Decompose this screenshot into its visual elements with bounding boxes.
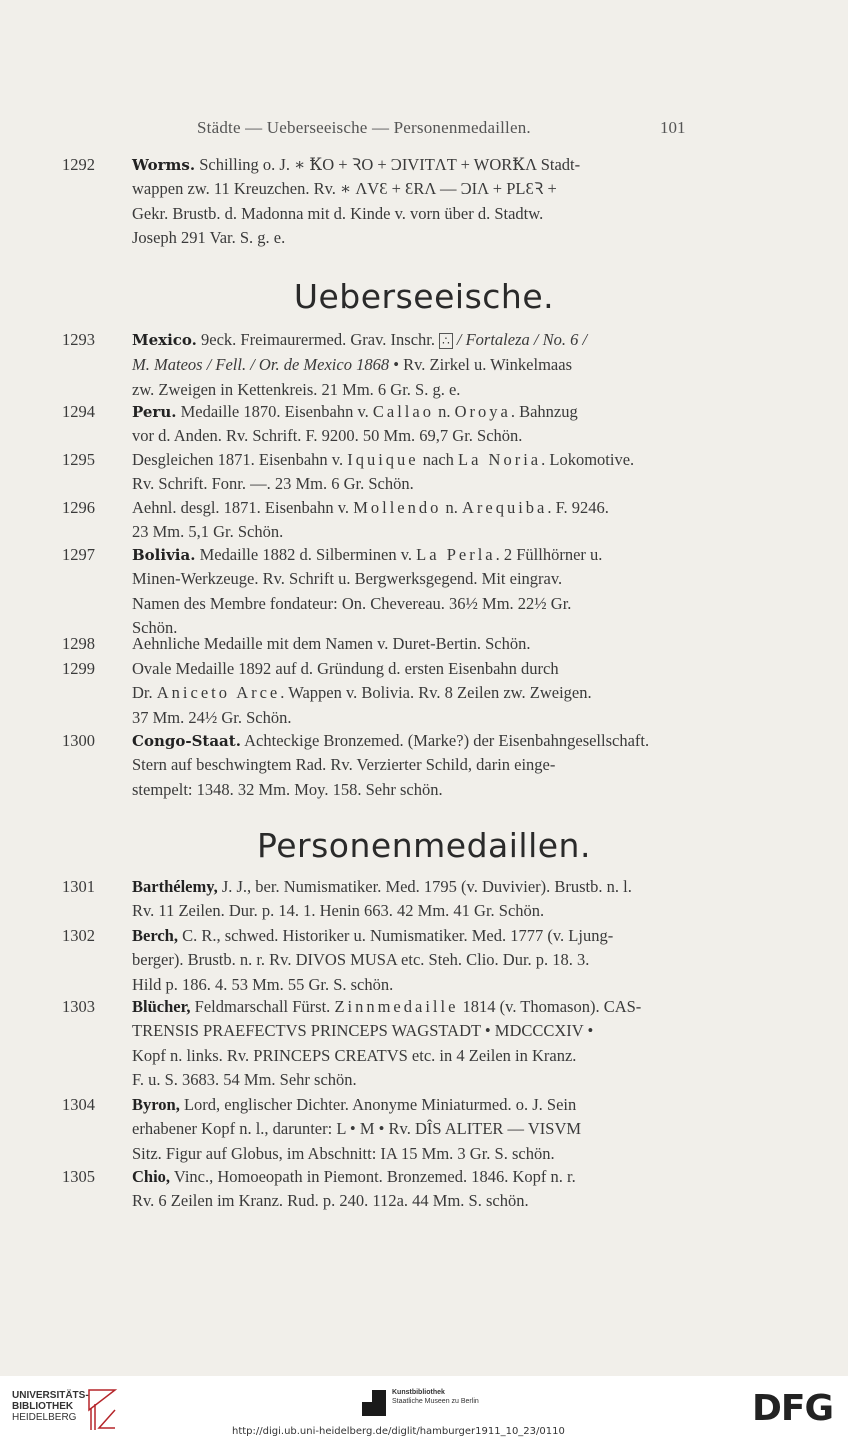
entry-text: 37 Mm. 24½ Gr. Schön. — [132, 707, 292, 727]
place-name: La Noria — [458, 450, 542, 469]
entry-text: 23 Mm. 5,1 Gr. Schön. — [132, 522, 284, 542]
entry-number: 1303 — [62, 997, 95, 1016]
entry-text: Rv. 11 Zeilen. Dur. p. 14. 1. Henin 663. 42 Mm. 41 Gr. Schön. — [132, 901, 545, 921]
catalog-entry — [62, 496, 702, 545]
entry-number: 1298 — [62, 634, 95, 653]
entry-name: Barthélemy, — [132, 877, 218, 896]
entry-text: erhabener Kopf n. l., darunter: L • M • Rv. DÎS ALITER — VISVM — [132, 1119, 582, 1139]
ub-line: UNIVERSITÄTS- — [12, 1390, 89, 1401]
kb-line: Kunstbibliothek — [392, 1389, 445, 1396]
entry-text: n. — [433, 402, 455, 421]
catalog-entry — [62, 328, 702, 402]
entry-text: Vinc., Homoeopath in Piemont. Bronzemed. 1846. Kopf n. r. — [170, 1167, 576, 1186]
catalog-entry — [62, 657, 702, 730]
entry-text: Ovale Medaille 1892 auf d. Gründung d. ersten Eisenbahn durch — [132, 659, 559, 678]
entry-text: Namen des Membre fondateur: On. Chevereau. 36½ Mm. 22½ Gr. — [132, 593, 572, 613]
running-head-title: Städte — Ueberseeische — Personenmedaillen. — [197, 118, 531, 137]
entry-text: 9eck. Freimaurermed. Grav. Inschr. — [196, 330, 440, 349]
running-head — [0, 118, 848, 140]
permalink-url[interactable]: http://digi.ub.uni-heidelberg.de/diglit/hamburger1911_10_23/0110 — [232, 1426, 565, 1437]
entry-text: Zinnmedaille — [334, 997, 459, 1016]
entry-number: 1296 — [62, 498, 95, 517]
entry-text: Aehnliche Medaille mit dem Namen v. Duret-Bertin. Schön. — [132, 634, 531, 653]
entry-text: Feldmarschall Fürst. — [190, 997, 335, 1016]
entry-text: . Wappen v. Bolivia. Rv. 8 Zeilen zw. Zweigen. — [280, 683, 592, 703]
entry-name: Byron, — [132, 1095, 180, 1114]
entry-text: Joseph 291 Var. S. g. e. — [132, 228, 286, 248]
entry-text: Aehnl. desgl. 1871. Eisenbahn v. — [132, 498, 354, 517]
place-name: Oroya — [454, 402, 511, 421]
entry-text: stempelt: 1348. 32 Mm. Moy. 158. Sehr schön. — [132, 779, 443, 799]
entry-name: Congo-Staat. — [132, 732, 241, 750]
kunstbibliothek-logo-icon[interactable] — [362, 1390, 386, 1416]
entry-number: 1302 — [62, 926, 95, 945]
entry-text: Rv. 6 Zeilen im Kranz. Rud. p. 240. 112a. 44 Mm. S. schön. — [132, 1191, 529, 1211]
entry-name: Chio, — [132, 1167, 171, 1186]
ub-heidelberg-label — [12, 1390, 89, 1423]
entry-text: Hild p. 186. 4. 53 Mm. 55 Gr. S. schön. — [132, 974, 394, 994]
catalog-entry — [62, 924, 702, 997]
entry-name: Berch, — [132, 926, 178, 945]
catalog-entry — [62, 875, 702, 924]
page-number: 101 — [660, 118, 686, 137]
entry-text: / Fortaleza / No. 6 / — [452, 330, 588, 349]
entry-text: Lord, englischer Dichter. Anonyme Miniaturmed. o. J. Sein — [179, 1095, 577, 1114]
catalog-entry — [62, 543, 702, 641]
section-heading-ueberseeische: Ueberseeische. — [293, 277, 555, 316]
entry-text: zw. Zweigen in Kettenkreis. 21 Mm. 6 Gr. S. g. e. — [132, 379, 461, 399]
entry-text: Rv. Schrift. Fonr. —. 23 Mm. 6 Gr. Schön. — [132, 474, 414, 494]
masonic-symbol: ∴ — [439, 333, 453, 349]
entry-name: Peru. — [132, 403, 177, 421]
place-name: Mollendo — [353, 498, 442, 517]
ub-line: BIBLIOTHEK — [12, 1401, 74, 1412]
entry-text: n. — [441, 498, 462, 517]
place-name: Arequiba — [461, 498, 548, 517]
place-name: Callao — [372, 402, 434, 421]
entry-text: TRENSIS PRAEFECTVS PRINCEPS WAGSTADT • MDCCCXIV • — [132, 1021, 594, 1041]
entry-text: J. J., ber. Numismatiker. Med. 1795 (v. Duvivier). Brustb. n. l. — [217, 877, 632, 896]
entry-number: 1299 — [62, 659, 95, 678]
place-name: La Perla — [416, 545, 496, 564]
entry-text: Stern auf beschwingtem Rad. Rv. Verzierter Schild, darin einge- — [132, 755, 556, 775]
catalog-entry — [62, 1093, 702, 1166]
catalog-entry — [62, 448, 702, 497]
catalog-entry — [62, 729, 702, 802]
entry-number: 1295 — [62, 450, 95, 469]
place-name: Iquique — [347, 450, 419, 469]
entry-number: 1293 — [62, 330, 95, 349]
entry-text: C. R., schwed. Historiker u. Numismatiker. Med. 1777 (v. Ljung- — [177, 926, 614, 945]
entry-text: nach — [418, 450, 459, 469]
ub-line: HEIDELBERG — [12, 1412, 77, 1423]
entry-text: Dr. — [132, 683, 157, 703]
section-heading-personenmedaillen: Personenmedaillen. — [257, 826, 591, 865]
entry-text: M. Mateos / Fell. / Or. de Mexico 1868 — [132, 355, 390, 375]
entry-text: . F. 9246. — [547, 498, 609, 517]
catalog-entry — [62, 400, 702, 449]
entry-text: • Rv. Zirkel u. Winkelmaas — [389, 355, 572, 375]
ub-heidelberg-logo-icon[interactable] — [85, 1386, 119, 1432]
kunstbibliothek-label — [392, 1388, 479, 1406]
entry-text: Sitz. Figur auf Globus, im Abschnitt: IA 15 Mm. 3 Gr. S. schön. — [132, 1143, 555, 1163]
entry-number: 1304 — [62, 1095, 95, 1114]
entry-name: Worms. — [132, 156, 196, 174]
catalog-entry — [62, 632, 702, 656]
person-name: Aniceto Arce — [156, 683, 281, 703]
entry-text: F. u. S. 3683. 54 Mm. Sehr schön. — [132, 1070, 357, 1090]
entry-text: Desgleichen 1871. Eisenbahn v. — [132, 450, 348, 469]
entry-text: vor d. Anden. Rv. Schrift. F. 9200. 50 Mm. 69,7 Gr. Schön. — [132, 426, 523, 446]
dfg-logo[interactable]: DFG — [752, 1388, 834, 1429]
catalog-entry — [62, 1165, 702, 1214]
entry-text: Schilling o. J. ∗ ꝀO + ꝚO + ƆIVITΛT + WORꝀΛ Stadt- — [195, 155, 581, 174]
entry-number: 1297 — [62, 545, 95, 564]
entry-text: . 2 Füllhörner u. — [495, 545, 603, 564]
entry-text: Schön. — [132, 618, 178, 638]
entry-number: 1301 — [62, 877, 95, 896]
entry-name: Mexico. — [132, 331, 197, 349]
entry-text: Minen-Werkzeuge. Rv. Schrift u. Bergwerksgegend. Mit eingrav. — [132, 569, 563, 589]
entry-text: Medaille 1882 d. Silberminen v. — [195, 545, 417, 564]
entry-name: Bolivia. — [132, 546, 196, 564]
entry-text: 1814 (v. Thomason). CAS- — [458, 997, 642, 1016]
catalog-entry — [62, 153, 702, 251]
entry-text: . Bahnzug — [510, 402, 578, 421]
catalog-entry — [62, 995, 702, 1093]
entry-number: 1300 — [62, 731, 95, 750]
entry-text: Kopf n. links. Rv. PRINCEPS CREATVS etc. in 4 Zeilen in Kranz. — [132, 1045, 577, 1065]
entry-text: Gekr. Brustb. d. Madonna mit d. Kinde v. vorn über d. Stadtw. — [132, 203, 544, 223]
entry-text: Achteckige Bronzemed. (Marke?) der Eisenbahngesellschaft. — [240, 731, 650, 750]
entry-text: Medaille 1870. Eisenbahn v. — [176, 402, 373, 421]
entry-text: berger). Brustb. n. r. Rv. DIVOS MUSA etc. Steh. Clio. Dur. p. 18. 3. — [132, 950, 590, 970]
entry-text: wappen zw. 11 Kreuzchen. Rv. ∗ ΛVƐ + ƐRΛ — ƆIΛ + PLƐꝚ + — [132, 179, 557, 199]
entry-number: 1305 — [62, 1167, 95, 1186]
entry-name: Blücher, — [132, 997, 191, 1016]
entry-text: . Lokomotive. — [541, 450, 635, 469]
entry-number: 1294 — [62, 402, 95, 421]
kb-line: Staatliche Museen zu Berlin — [392, 1398, 479, 1405]
entry-number: 1292 — [62, 155, 95, 174]
footer-bar — [0, 1376, 848, 1439]
